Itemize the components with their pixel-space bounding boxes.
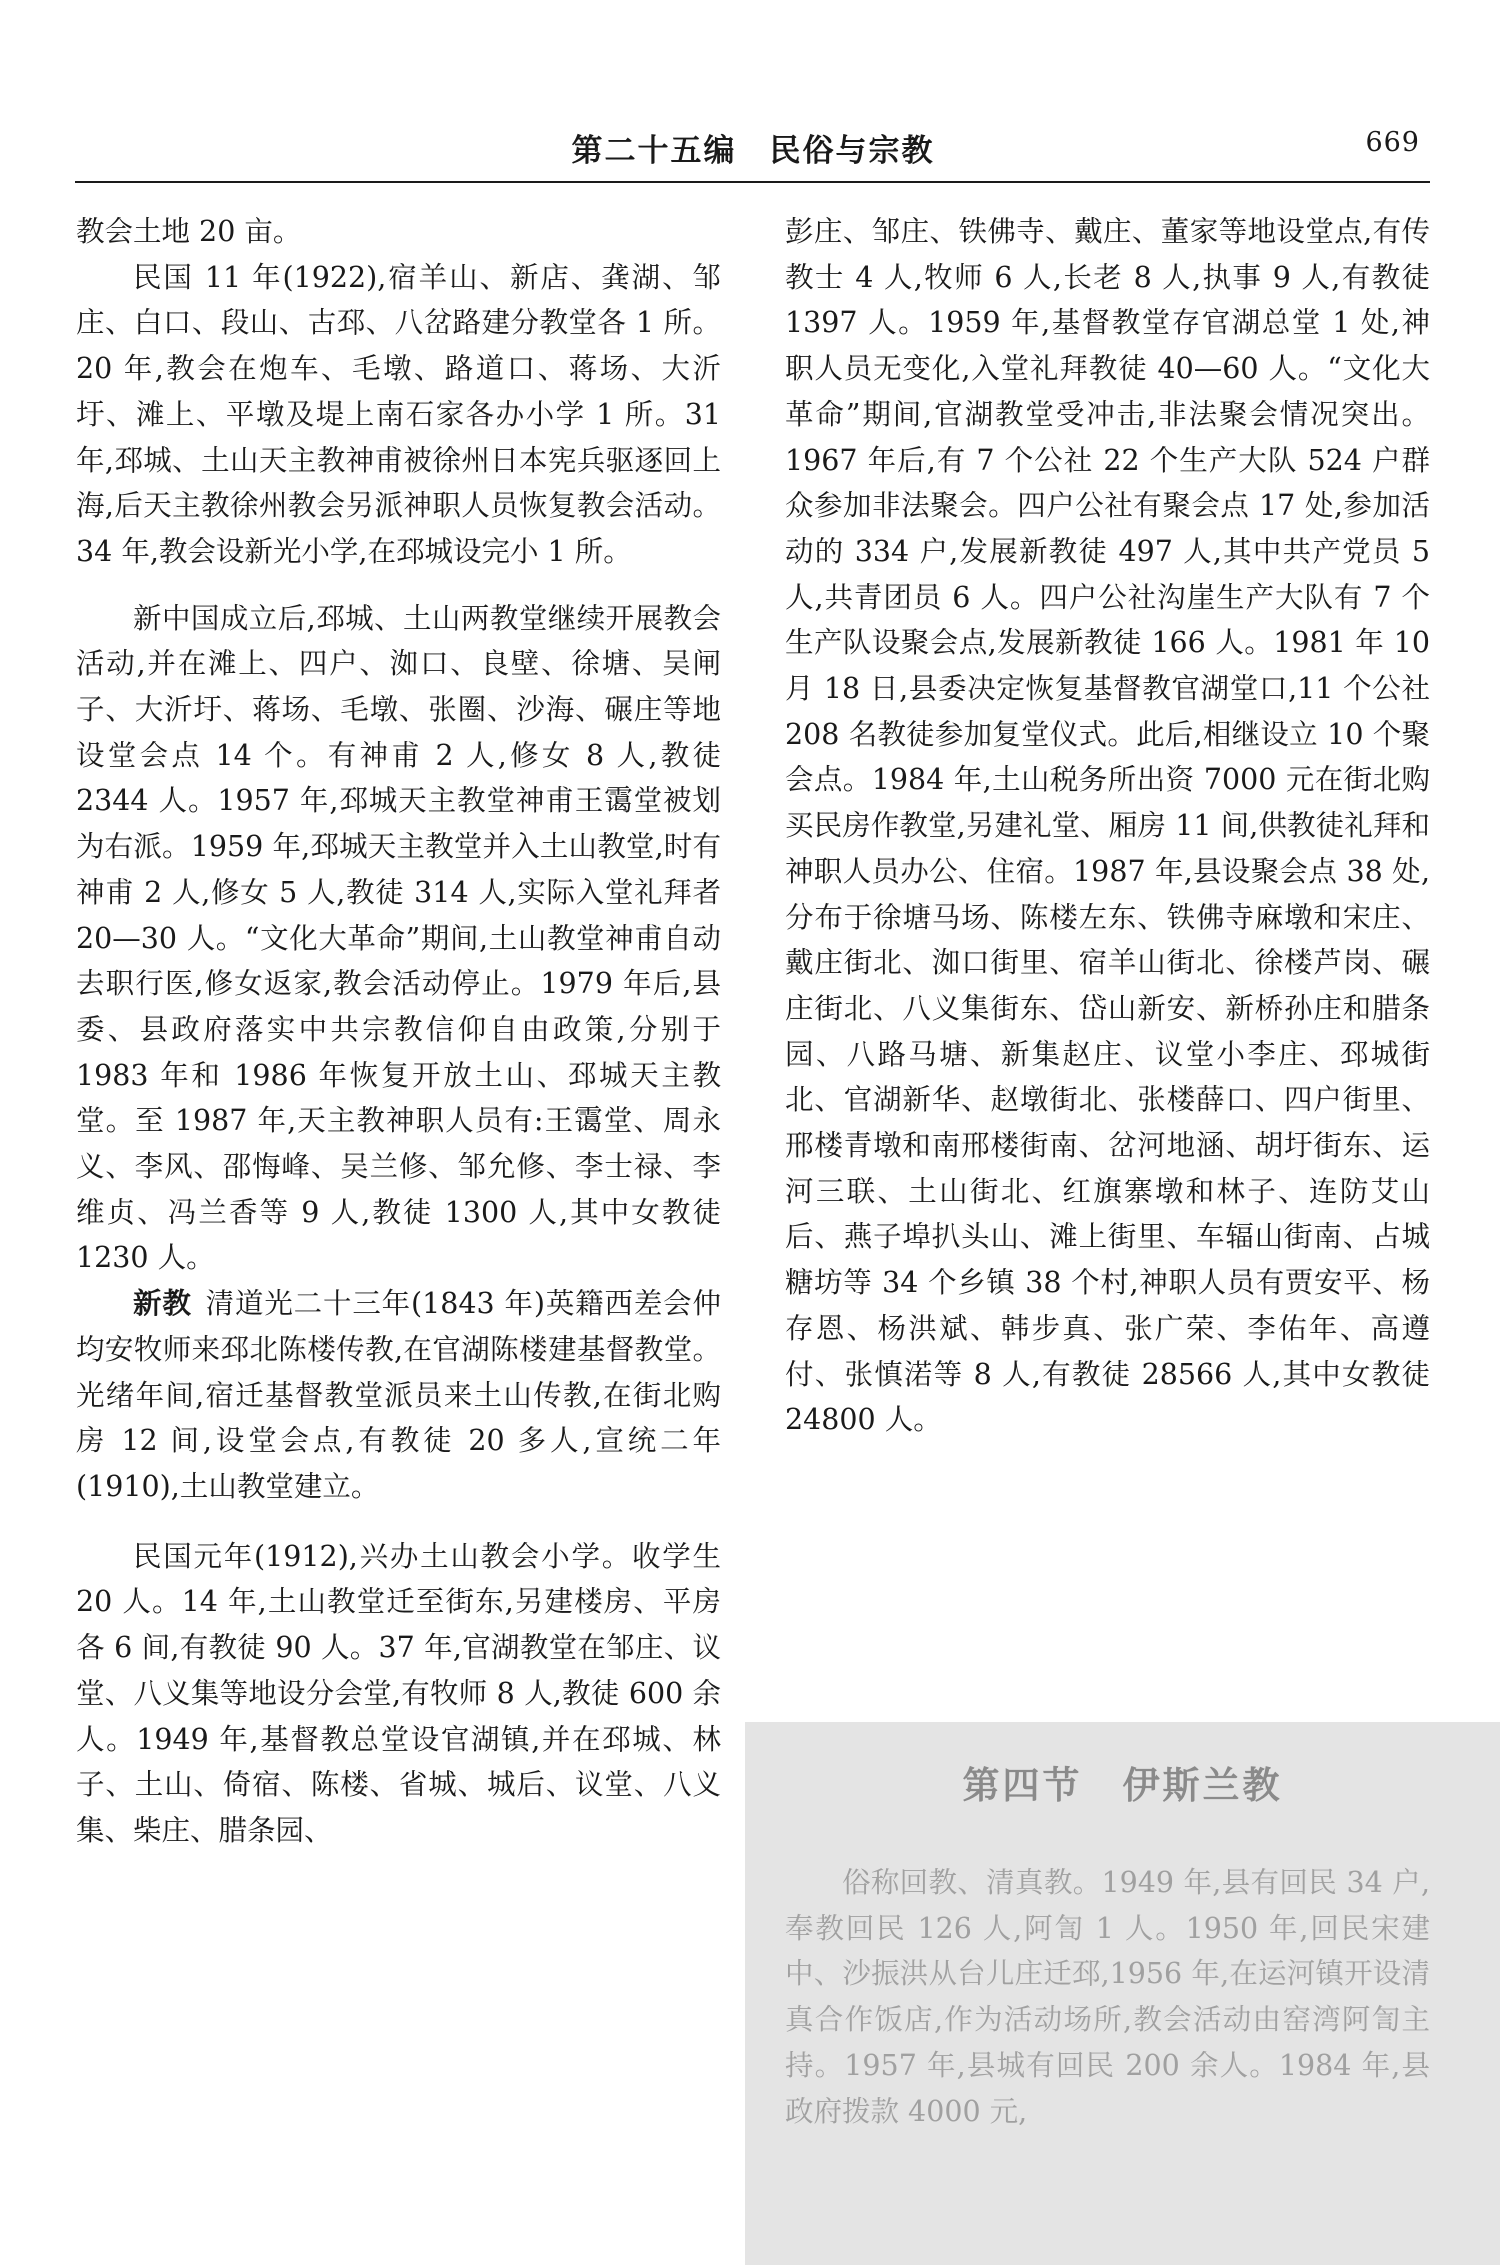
section-title: 第四节 伊斯兰教 (962, 1764, 1283, 1807)
page-number: 669 (1365, 127, 1420, 158)
header-rule (75, 181, 1430, 183)
paragraph-church-land: 教会土地 20 亩。 (76, 215, 302, 248)
chapter-title: 第二十五编 民俗与宗教 (571, 133, 935, 169)
term-protestant: 新教 (133, 1287, 192, 1321)
paragraph-prc-catholic: 新中国成立后,邳城、土山两教堂继续开展教会活动,并在滩上、四户、洳口、良壁、徐塘、吴闸子、大沂圩、蒋场、毛墩、张圈、沙海、碾庄等地设堂会点 14 个。有神甫 2 人,修女 8 人,教徒 2344 人。1957 年,邳城天主教堂神甫王霭堂被划为右派。1959 年,邳城天主教堂并入土山教堂,时有神甫 2 人,修女 5 人,教徒 314 人,实际入堂礼拜者 20—30 人。“文化大革命”期间,土山教堂神甫自动去职行医,修女返家,教会活动停止。1979 年后,县委、县政府落实中共宗教信仰自由政策,分别于 1983 年和 1986 年恢复开放土山、邳城天主教堂。至 1987 年,天主教神职人员有:王霭堂、周永义、李风、邵悔峰、吴兰修、邹允修、李士禄、李维贞、冯兰香等 9 人,教徒 1300 人,其中女教徒 1230 人。 (76, 601, 721, 1275)
paragraph-islam: 俗称回教、清真教。1949 年,县有回民 34 户,奉教回民 126 人,阿訇 1 人。1950 年,回民宋建中、沙振洪从台儿庄迁邳,1956 年,在运河镇开设清真合作饭店,作为活动场所,教会活动由窑湾阿訇主持。1957 年,县城有回民 200 余人。1984 年,县政府拨款 4000 元, (785, 1866, 1430, 2128)
paragraph-protestant-continued: 彭庄、邹庄、铁佛寺、戴庄、董家等地设堂点,有传教士 4 人,牧师 6 人,长老 8 人,执事 9 人,有教徒 1397 人。1959 年,基督教堂存官湖总堂 1 处,神职人员无变化,入堂礼拜教徒 40—60 人。“文化大革命”期间,官湖教堂受冲击,非法聚会情况突出。1967 年后,有 7 个公社 22 个生产大队 524 户群众参加非法聚会。四户公社有聚会点 17 处,参加活动的 334 户,发展新教徒 497 人,其中共产党员 5 人,共青团员 6 人。四户公社沟崖生产大队有 7 个生产队设聚会点,发展新教徒 166 人。1981 年 10 月 18 日,县委决定恢复基督教官湖堂口,11 个公社 208 名教徒参加复堂仪式。此后,相继设立 10 个聚会点。1984 年,土山税务所出资 7000 元在街北购买民房作教堂,另建礼堂、厢房 11 间,供教徒礼拜和神职人员办公、住宿。1987 年,县设聚会点 38 处,分布于徐塘马场、陈楼左东、铁佛寺麻墩和宋庄、戴庄街北、洳口街里、宿羊山街北、徐楼芦岗、碾庄街北、八义集街东、岱山新安、新桥孙庄和腊条园、八路马塘、新集赵庄、议堂小李庄、邳城街北、官湖新华、赵墩街北、张楼薛口、四户街里、邢楼青墩和南邢楼街南、岔河地涵、胡圩街东、运河三联、土山街北、红旗寨墩和林子、连防艾山后、燕子埠扒头山、滩上街里、车辐山街南、占城糖坊等 34 个乡镇 38 个村,神职人员有贾安平、杨存恩、杨洪斌、韩步真、张广荣、李佑年、高遵付、张慎渃等 8 人,有教徒 28566 人,其中女教徒 24800 人。 (785, 215, 1430, 1437)
paragraph-protestant-origin (76, 1281, 721, 1510)
left-column (76, 209, 721, 1854)
paragraph-protestant-text: 清道光二十三年(1843 年)英籍西差会仲均安牧师来邳北陈楼传教,在官湖陈楼建基督教堂。光绪年间,宿迁基督教堂派员来土山传教,在街北购房 12 间,设堂会点,有教徒 20 多人,宣统二年(1910),土山教堂建立。 (76, 1287, 721, 1503)
islam-text-column (785, 1860, 1430, 2134)
running-header (78, 125, 1428, 177)
right-column (785, 209, 1430, 1443)
islam-section (745, 1722, 1500, 2265)
paragraph-republic-branches: 民国 11 年(1922),宿羊山、新店、龚湖、邹庄、白口、段山、古邳、八岔路建分教堂各 1 所。20 年,教会在炮车、毛墩、路道口、蒋场、大沂圩、滩上、平墩及堤上南石家各办小学 1 所。31 年,邳城、土山天主教神甫被徐州日本宪兵驱逐回上海,后天主教徐州教会另派神职人员恢复教会活动。34 年,教会设新光小学,在邳城设完小 1 所。 (76, 260, 721, 568)
paragraph-tushan-school: 民国元年(1912),兴办土山教会小学。收学生 20 人。14 年,土山教堂迁至街东,另建楼房、平房各 6 间,有教徒 90 人。37 年,官湖教堂在邹庄、议堂、八义集等地设分会堂,有牧师 8 人,教徒 600 余人。1949 年,基督教总堂设官湖镇,并在邳城、林子、土山、倚宿、陈楼、省城、城后、议堂、八义集、柴庄、腊条园、 (76, 1539, 721, 1847)
